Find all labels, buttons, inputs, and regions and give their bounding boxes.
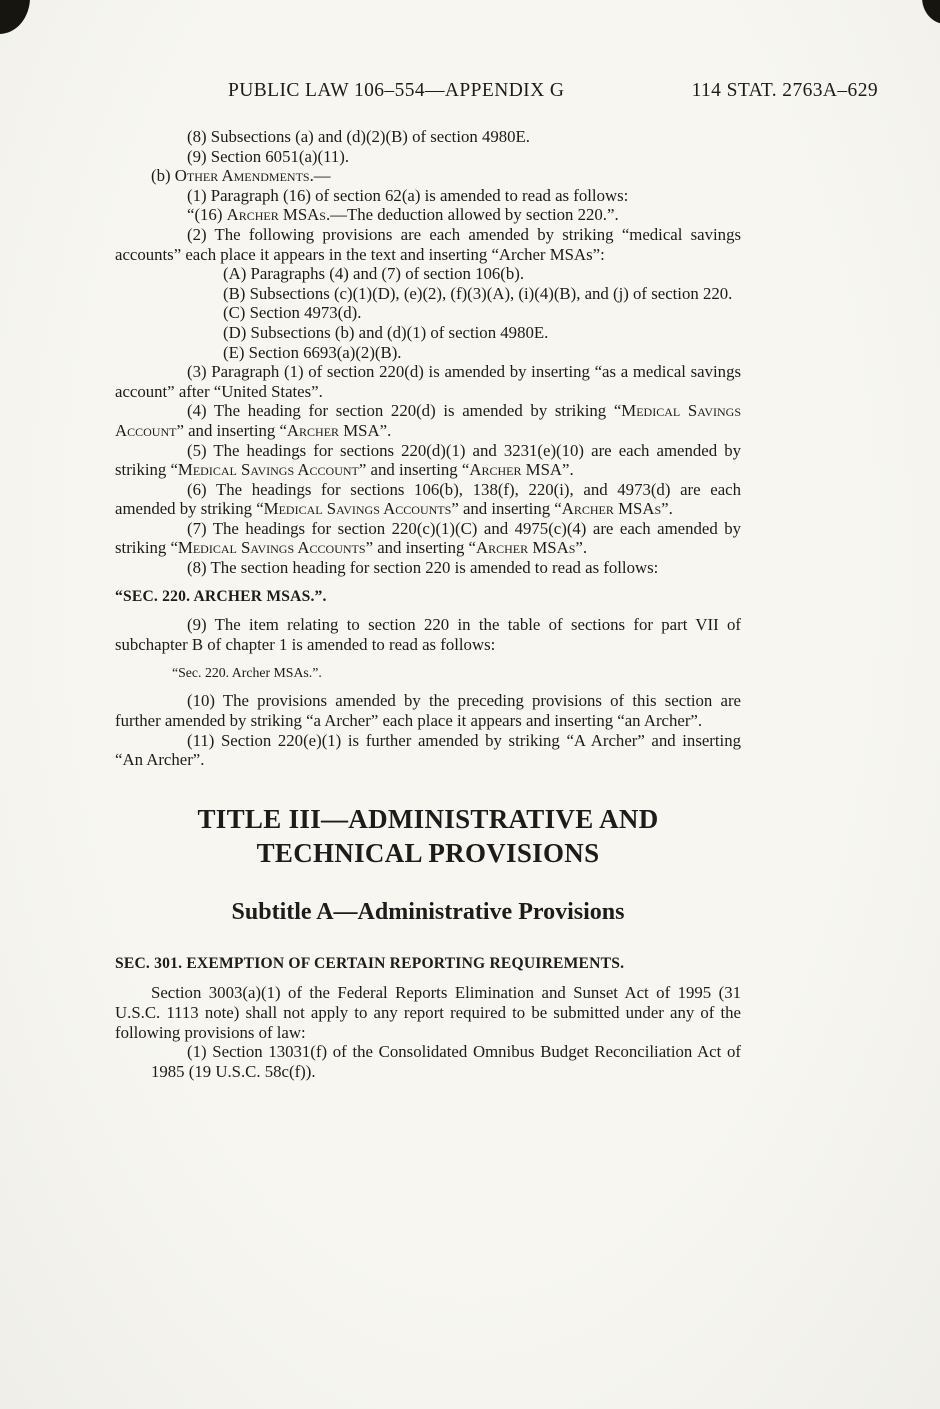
scan-artifact-top-right	[922, 0, 940, 24]
act-head-paragraph	[115, 587, 741, 607]
subtitle-paragraph	[115, 897, 741, 927]
document-body	[115, 127, 741, 1081]
small-caps-run: Medical Savings Accounts	[263, 499, 452, 519]
body-paragraph	[151, 1042, 741, 1081]
body-paragraph	[115, 147, 741, 167]
text-run: TITLE III—ADMINISTRATIVE AND	[197, 803, 659, 834]
text-run: ” and inserting “	[358, 460, 470, 480]
body-paragraph	[115, 127, 741, 147]
text-run: (E) Section 6693(a)(2)(B).	[223, 342, 402, 362]
text-run: (1) Section 13031(f) of the Consolidated Omnibus Budget Reconciliation Act of 1985 (19 U.S.C. 58c(f)).	[151, 1042, 741, 1081]
small-caps-run: Archer MSA	[469, 460, 563, 480]
body-paragraph	[115, 480, 741, 519]
text-run: TECHNICAL PROVISIONS	[256, 837, 600, 868]
body-paragraph	[115, 731, 741, 770]
body-paragraph	[115, 166, 741, 186]
title-paragraph	[115, 802, 741, 870]
body-paragraph	[115, 983, 741, 1042]
body-paragraph	[115, 441, 741, 480]
text-run: (C) Section 4973(d).	[223, 303, 362, 323]
small-caps-run: Archer MSA	[286, 420, 380, 440]
body-paragraph	[151, 284, 741, 304]
small-caps-run: Medical Savings Accounts	[177, 538, 366, 558]
body-paragraph	[151, 303, 741, 323]
text-run: ” and inserting “	[365, 538, 477, 558]
text-run: (D) Subsections (b) and (d)(1) of section 4980E.	[223, 322, 549, 342]
toc-note-paragraph	[172, 664, 741, 681]
text-run: Subtitle A—Administrative Provisions	[231, 898, 625, 925]
scan-artifact-top-left	[0, 0, 30, 34]
small-caps-run: Archer MSAs	[561, 499, 662, 519]
running-header-law: PUBLIC LAW 106–554—APPENDIX G	[228, 80, 565, 101]
text-run: “SEC. 220. ARCHER MSAS.”.	[115, 587, 327, 605]
text-run: ” and inserting “	[451, 499, 562, 519]
text-run: (5) The headings for sections 220(d)(1) and 3231(e)(10) are each amended by striking “	[115, 440, 741, 480]
small-caps-run: Archer MSAs	[476, 538, 576, 558]
text-run: “(16)	[187, 205, 227, 225]
small-caps-run: Medical Savings Account	[115, 401, 742, 440]
text-run: .—	[309, 166, 331, 186]
body-paragraph	[115, 615, 741, 654]
text-run: (b)	[151, 166, 175, 186]
text-run: (A) Paragraphs (4) and (7) of section 106(b).	[223, 264, 525, 284]
text-run: (1) Paragraph (16) of section 62(a) is amended to read as follows:	[187, 185, 629, 205]
small-caps-run: Medical Savings Account	[177, 460, 359, 480]
body-paragraph	[115, 558, 741, 578]
text-run: ”.	[379, 420, 392, 440]
body-paragraph	[115, 225, 741, 264]
body-paragraph	[151, 323, 741, 343]
sec-head-paragraph	[115, 954, 741, 974]
text-run: (3) Paragraph (1) of section 220(d) is amended by inserting “as a medical savings account” after “United States”.	[115, 362, 741, 401]
text-run: .—The deduction allowed by section 220.”.	[325, 205, 619, 225]
body-paragraph	[115, 519, 741, 558]
text-run: (4) The heading for section 220(d) is amended by striking “	[187, 401, 622, 421]
text-run: SEC. 301. EXEMPTION OF CERTAIN REPORTING REQUIREMENTS.	[115, 954, 625, 972]
body-paragraph	[115, 362, 741, 401]
small-caps-run: Archer MSAs	[226, 205, 326, 225]
text-run: (7) The headings for section 220(c)(1)(C) and 4975(c)(4) are each amended by striking “	[115, 518, 741, 558]
text-run: (8) Subsections (a) and (d)(2)(B) of section 4980E.	[187, 127, 530, 146]
text-run: ”.	[575, 538, 588, 558]
text-run: (11) Section 220(e)(1) is further amended by striking “A Archer” and inserting “An Archer”.	[115, 730, 741, 770]
running-header-stat: 114 STAT. 2763A–629	[691, 80, 878, 101]
text-run: Section 3003(a)(1) of the Federal Reports Elimination and Sunset Act of 1995 (31 U.S.C. 1113 note) shall not apply to any report required to be submitted under any of the following provisions of law:	[115, 983, 741, 1042]
body-paragraph	[115, 401, 741, 440]
text-run: (10) The provisions amended by the preceding provisions of this section are further amended by striking “a Archer” each place it appears and inserting “an Archer”.	[115, 691, 741, 731]
body-paragraph	[151, 264, 741, 284]
text-run: (B) Subsections (c)(1)(D), (e)(2), (f)(3)(A), (i)(4)(B), and (j) of section 220.	[223, 283, 733, 303]
body-paragraph	[115, 205, 741, 225]
body-paragraph	[115, 691, 741, 730]
text-run: (8) The section heading for section 220 is amended to read as follows:	[187, 558, 659, 578]
text-run: ” and inserting “	[176, 420, 287, 440]
text-run: ”.	[661, 499, 673, 519]
body-paragraph	[115, 186, 741, 206]
small-caps-run: Other Amendments	[174, 166, 310, 186]
running-header	[228, 80, 878, 102]
text-run: (6) The headings for sections 106(b), 138(f), 220(i), and 4973(d) are each amended by striking “	[115, 479, 741, 519]
text-run: ”.	[562, 460, 574, 480]
text-run: “Sec. 220. Archer MSAs.”.	[172, 665, 322, 681]
text-run: (9) The item relating to section 220 in the table of sections for part VII of subchapter B of chapter 1 is amended to read as follows:	[115, 615, 741, 654]
text-run: (9) Section 6051(a)(11).	[187, 146, 350, 166]
body-paragraph	[151, 343, 741, 363]
text-run: (2) The following provisions are each amended by striking “medical savings accounts” each place it appears in the text and inserting “Archer MSAs”:	[115, 224, 741, 264]
